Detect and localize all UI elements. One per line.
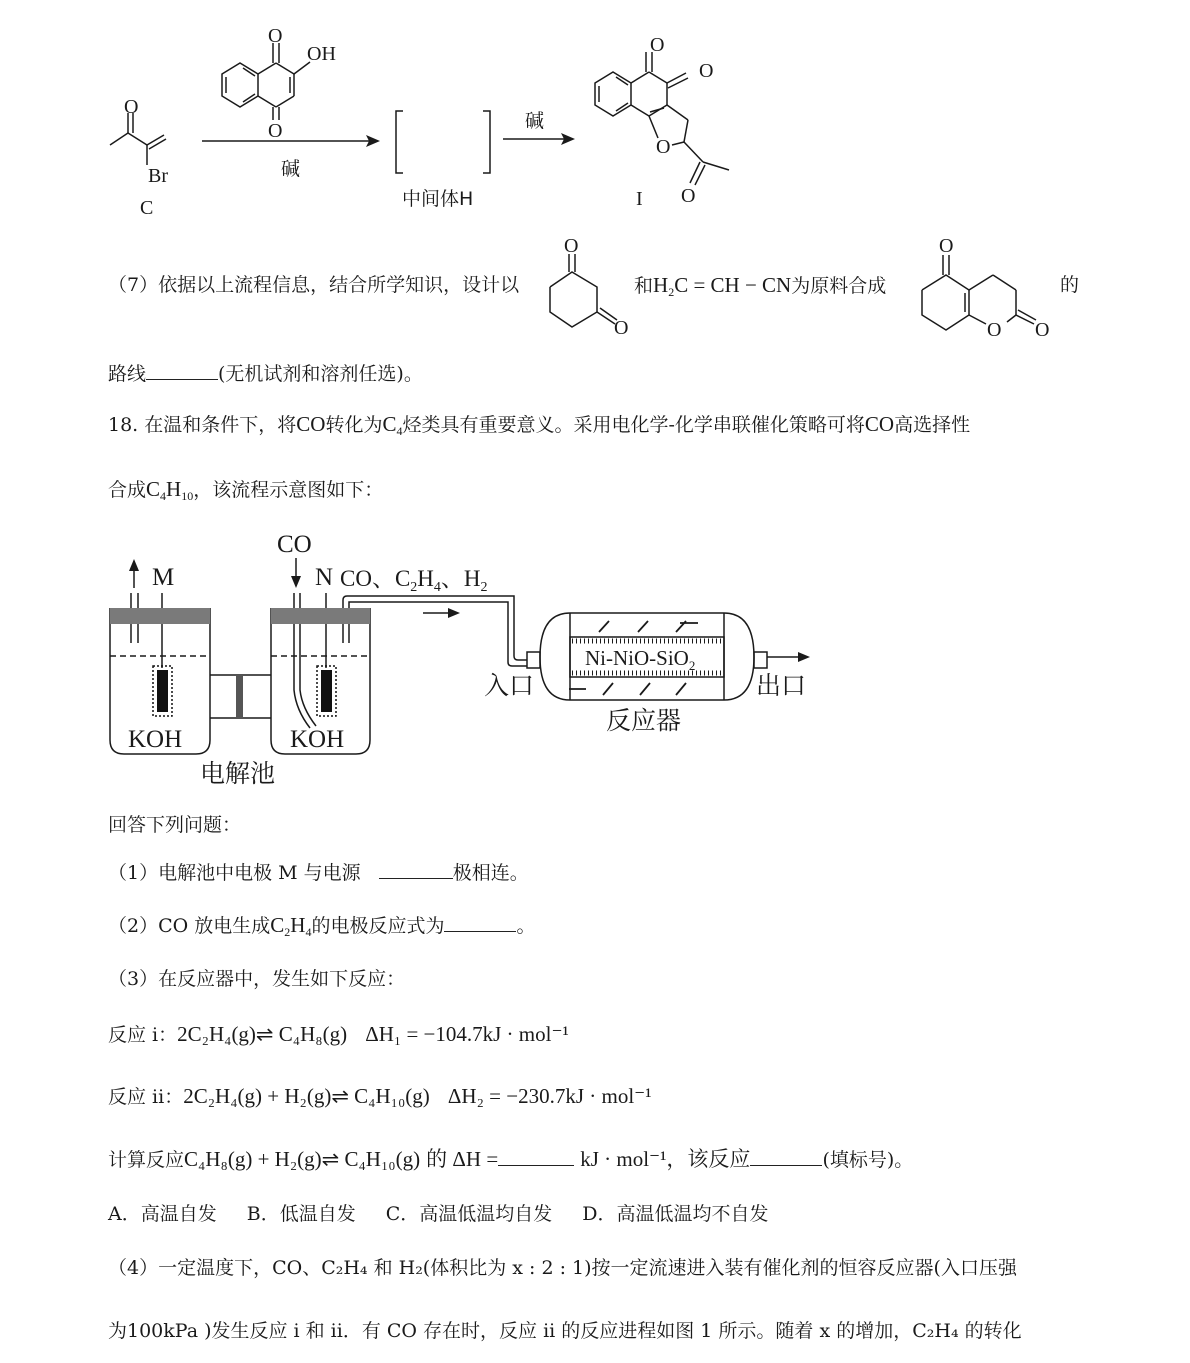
intermediate-brackets <box>396 111 490 173</box>
lawsone-structure <box>222 43 310 120</box>
question-4-line1: （4）一定温度下，CO、C₂H₄ 和 H₂(体积比为 x : 2 : 1)按一定流速进入装有催化剂的恒容反应器(入口压强 <box>108 1257 1017 1279</box>
question-4-line2: 为100kPa )发生反应 i 和 ii．有 CO 存在时，反应 ii 的反应进程如图 1 所示。随着 x 的增加，C₂H₄ 的转化 <box>108 1320 1022 1342</box>
product-label: I <box>636 188 643 210</box>
product-oxygen-2: O <box>699 60 714 82</box>
lawsone-top-oxygen: O <box>268 25 283 47</box>
lawsone-bottom-oxygen: O <box>268 120 283 142</box>
product-acetyl-oxygen: O <box>681 185 696 207</box>
target-lactone-structure <box>918 230 1063 345</box>
catalyst-label: Ni-NiO-SiO$_2$ <box>585 646 696 673</box>
inlet-label: 入口 <box>484 671 535 700</box>
compound-c-structure <box>110 113 166 165</box>
q18-intro-line2: 合成$C_4H_{10}$，该流程示意图如下： <box>108 477 384 503</box>
svg-text:O: O <box>1035 319 1050 341</box>
q7-middle: 和$H_2C$ = CH − CN为原料合成 <box>634 273 887 299</box>
svg-text:O: O <box>987 319 1002 341</box>
answer-blank-route[interactable] <box>146 361 218 380</box>
cyclohexanedione-structure <box>545 232 635 342</box>
electrode-m-label: M <box>152 564 175 591</box>
option-c[interactable]: C．高温低温均自发 <box>385 1203 553 1225</box>
reaction-scheme <box>100 0 760 225</box>
answer-blank-option[interactable] <box>750 1147 822 1166</box>
arrow-up-icon <box>129 559 139 571</box>
arrow-down-icon <box>291 576 301 588</box>
q7-suffix: 的 <box>1060 274 1080 296</box>
reaction-i: 反应 i：2C₂H₄(g)⇌ C₄H₈(g) ΔH₁ = −104.7kJ · mol⁻¹ <box>108 1022 569 1046</box>
svg-text:O: O <box>614 317 629 339</box>
compound-c-label: C <box>140 197 154 219</box>
q7-line2: 路线 (无机试剂和溶剂任选)。 <box>108 363 423 385</box>
reaction-ii: 反应 ii：2C₂H₄(g) + H₂(g)⇌ C₄H₁₀(g) ΔH₂ = −230.7kJ · mol⁻¹ <box>108 1084 652 1108</box>
calculation-question: 计算反应C₄H₈(g) + H₂(g)⇌ C₄H₁₀(g) 的 ΔH = kJ · mol⁻¹，该反应 (填标号)。 <box>108 1147 914 1171</box>
question-2: （2）CO 放电生成$C_2H_4$的电极反应式为 。 <box>108 913 536 939</box>
answer-heading: 回答下列问题： <box>108 814 242 836</box>
svg-text:O: O <box>939 235 954 257</box>
svg-text:O: O <box>564 235 579 257</box>
electrolyte-left: KOH <box>128 726 183 753</box>
electrolysis-cell-label: 电解池 <box>200 759 276 788</box>
lawsone-hydroxyl: OH <box>307 43 336 65</box>
q7-line1 <box>108 273 519 297</box>
question-3: （3）在反应器中，发生如下反应： <box>108 968 406 990</box>
outlet-label: 出口 <box>756 671 807 700</box>
co-feed-label: CO <box>277 531 312 558</box>
process-diagram <box>100 525 820 795</box>
compound-c-oxygen: O <box>124 96 139 118</box>
outlet-arrow-icon <box>798 652 810 662</box>
product-ring-oxygen: O <box>656 136 671 158</box>
flow-arrow-icon <box>448 608 460 618</box>
compound-c-bromine: Br <box>148 165 168 187</box>
product-oxygen-1: O <box>650 34 665 56</box>
electrolyte-right: KOH <box>290 726 345 753</box>
reactor-label: 反应器 <box>606 706 682 735</box>
q18-intro-line1: 18. 在温和条件下，将CO转化为$C_4$烃类具有重要意义。采用电化学-化学串联催化策略可将CO高选择性 <box>108 412 971 438</box>
option-a[interactable]: A．高温自发 <box>108 1203 217 1225</box>
electrode-n-label: N <box>315 564 334 591</box>
intermediate-label: 中间体H <box>402 188 474 210</box>
q7-prefix: （7）依据以上流程信息，结合所学知识，设计以 <box>108 274 520 296</box>
gas-mixture-label: CO、$C_2H_4$、$H_2$ <box>340 566 488 595</box>
question-1: （1）电解池中电极 M 与电源 极相连。 <box>108 862 529 884</box>
arrow1-condition: 碱 <box>281 158 301 180</box>
option-d[interactable]: D．高温低温均不自发 <box>582 1203 769 1225</box>
answer-blank-dh[interactable] <box>498 1147 574 1166</box>
options-row <box>108 1202 798 1226</box>
arrow2-condition: 碱 <box>525 110 545 132</box>
answer-blank-q2[interactable] <box>444 913 516 932</box>
answer-blank-q1[interactable] <box>379 860 453 879</box>
option-b[interactable]: B．低温自发 <box>246 1203 356 1225</box>
